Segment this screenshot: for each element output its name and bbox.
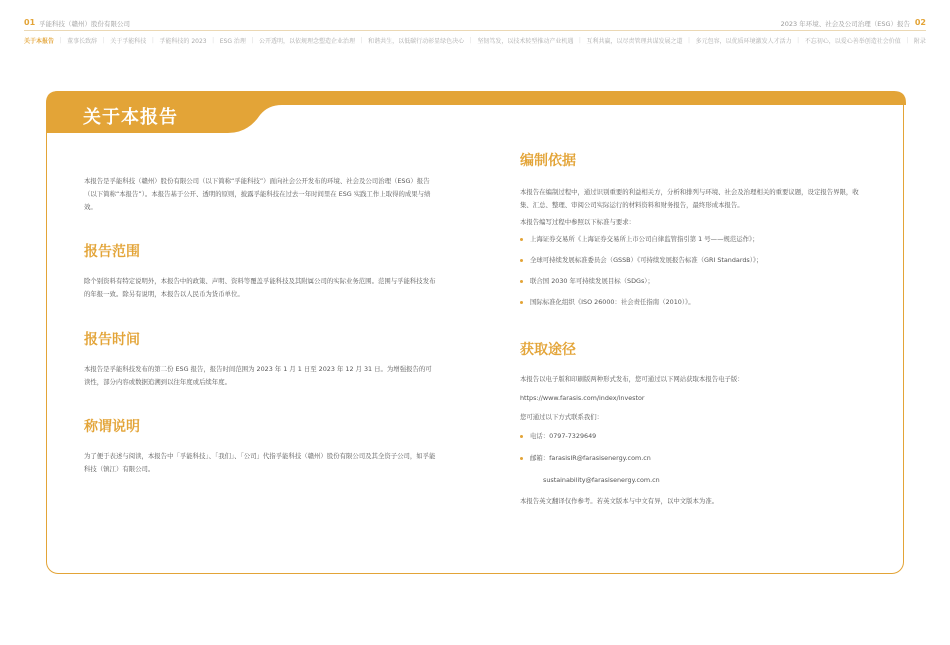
nav-item-environment[interactable]: 和谐共生，以低碳行动彰显绿色决心: [368, 38, 465, 45]
nav-item-about-report[interactable]: 关于本报告: [24, 38, 55, 45]
nav-separator: |: [688, 37, 691, 44]
access-heading: 获取途径: [520, 342, 576, 358]
nav-separator: |: [578, 37, 581, 44]
nav-separator: |: [151, 37, 154, 44]
nav-item-technology[interactable]: 坚韧笃发，以技术转型推动产业机遇: [477, 38, 574, 45]
bullet-icon: [520, 280, 523, 283]
nav-separator: |: [59, 37, 62, 44]
nav-item-chairman-message[interactable]: 董事长致辞: [67, 38, 98, 45]
basis-paragraph: 本报告在编制过程中，通过识别重要的利益相关方，分析和排列与环境、社会及治理相关的重要议题，设定报告界限，收集、汇总、整理、审阅公司实际运行的材料资料和财务报告，最终形成本报告。: [520, 188, 859, 209]
report-title: 2023 年环境、社会及公司治理（ESG）报告: [780, 20, 910, 28]
page-header: [0, 0, 950, 48]
nav-item-win-win[interactable]: 互利共赢，以尽责管理共谋发展之道: [586, 38, 683, 45]
standards-list: [520, 233, 870, 309]
page-number-left: 01: [24, 18, 36, 27]
nav-separator: |: [251, 37, 254, 44]
scope-paragraph: 除个别资料有特定说明外，本报告中的政策、声明、资料等覆盖孚能科技及其附属公司的实际业务范围。范围与孚能科技发布的年报一致。除另有说明，本报告以人民币为货币单位。: [84, 277, 436, 298]
nav-item-esg-governance[interactable]: ESG 治理: [219, 38, 246, 45]
nav-item-governance[interactable]: 公开透明，以依规理念塑造企业治理: [259, 38, 356, 45]
email-item: 邮箱：farasisIR@farasisenergy.com.cn: [520, 452, 870, 465]
nav-item-about-company[interactable]: 关于孚能科技: [110, 38, 147, 45]
list-item: 国际标准化组织《ISO 26000：社会责任指南（2010）》。: [520, 296, 870, 309]
intro-paragraph: 本报告是孚能科技（赣州）股份有限公司（以下简称“孚能科技”）面向社会公开发布的环境、社会及公司治理（ESG）报告（以下简称“本报告”）。本报告基于公开、透明的原则，披露孚能科技在过去一年时间里在 ESG 实践工作上取得的成果与绩效。: [84, 177, 431, 211]
page-title: 关于本报告: [83, 107, 178, 128]
list-item: 联合国 2030 年可持续发展目标（SDGs）；: [520, 275, 870, 288]
list-item: 全球可持续发展标准委员会（GSSB）《可持续发展报告标准（GRI Standards）》；: [520, 254, 870, 267]
list-item: 上海证券交易所《上海证券交易所上市公司自律监管指引第 1 号——规范运作》；: [520, 233, 870, 246]
report-url-link[interactable]: https://www.farasis.com/index/investor: [520, 394, 645, 402]
terms-heading: 称谓说明: [84, 419, 140, 435]
bullet-icon: [520, 238, 523, 241]
company-name: 孚能科技（赣州）股份有限公司: [39, 20, 130, 28]
bullet-icon: [520, 259, 523, 262]
nav-item-2023[interactable]: 孚能科技的 2023: [159, 38, 207, 45]
left-column: [84, 175, 436, 476]
basis-ref-intro: 本报告编写过程中参照以下标准与要求：: [520, 218, 636, 226]
section-nav: [24, 36, 926, 45]
access-paragraph: 本报告以电子版和印刷版两种形式发布，您可通过以下网站获取本报告电子版：: [520, 375, 744, 383]
translation-note: 本报告英文翻译仅作参考。若英文版本与中文有异，以中文版本为准。: [520, 497, 719, 505]
nav-separator: |: [102, 37, 105, 44]
nav-item-talent[interactable]: 多元包容，以优质环境激发人才活力: [695, 38, 792, 45]
phone-item: 电话：0797-7329649: [520, 430, 870, 443]
page-number-right: 02: [914, 18, 926, 27]
nav-item-appendix[interactable]: 附录: [913, 38, 926, 45]
nav-separator: |: [212, 37, 215, 44]
header-divider: [24, 30, 926, 31]
nav-item-social-value[interactable]: 不忘初心，以爱心善举创造社会价值: [804, 38, 901, 45]
contact-intro: 您可通过以下方式联系我们：: [520, 413, 604, 421]
nav-separator: |: [469, 37, 472, 44]
scope-heading: 报告范围: [84, 244, 140, 260]
email-secondary[interactable]: sustainability@farasisenergy.com.cn: [543, 476, 660, 484]
basis-heading: 编制依据: [520, 153, 576, 169]
nav-separator: |: [360, 37, 363, 44]
bullet-icon: [520, 457, 523, 460]
time-paragraph: 本报告是孚能科技发布的第二份 ESG 报告，报告时间范围为 2023 年 1 月 1 日至 2023 年 12 月 31 日。为增强报告的可读性，部分内容或数据追溯到以往年度或后续年度。: [84, 365, 432, 386]
nav-separator: |: [797, 37, 800, 44]
bullet-icon: [520, 435, 523, 438]
time-heading: 报告时间: [84, 332, 140, 348]
contact-list: [520, 430, 870, 465]
bullet-icon: [520, 301, 523, 304]
right-column: [520, 150, 870, 508]
terms-paragraph: 为了便于表述与阅读，本报告中「孚能科技」、「我们」、「公司」代指孚能科技（赣州）股份有限公司及其全资子公司，如孚能科技（镇江）有限公司。: [84, 452, 436, 473]
nav-separator: |: [906, 37, 909, 44]
